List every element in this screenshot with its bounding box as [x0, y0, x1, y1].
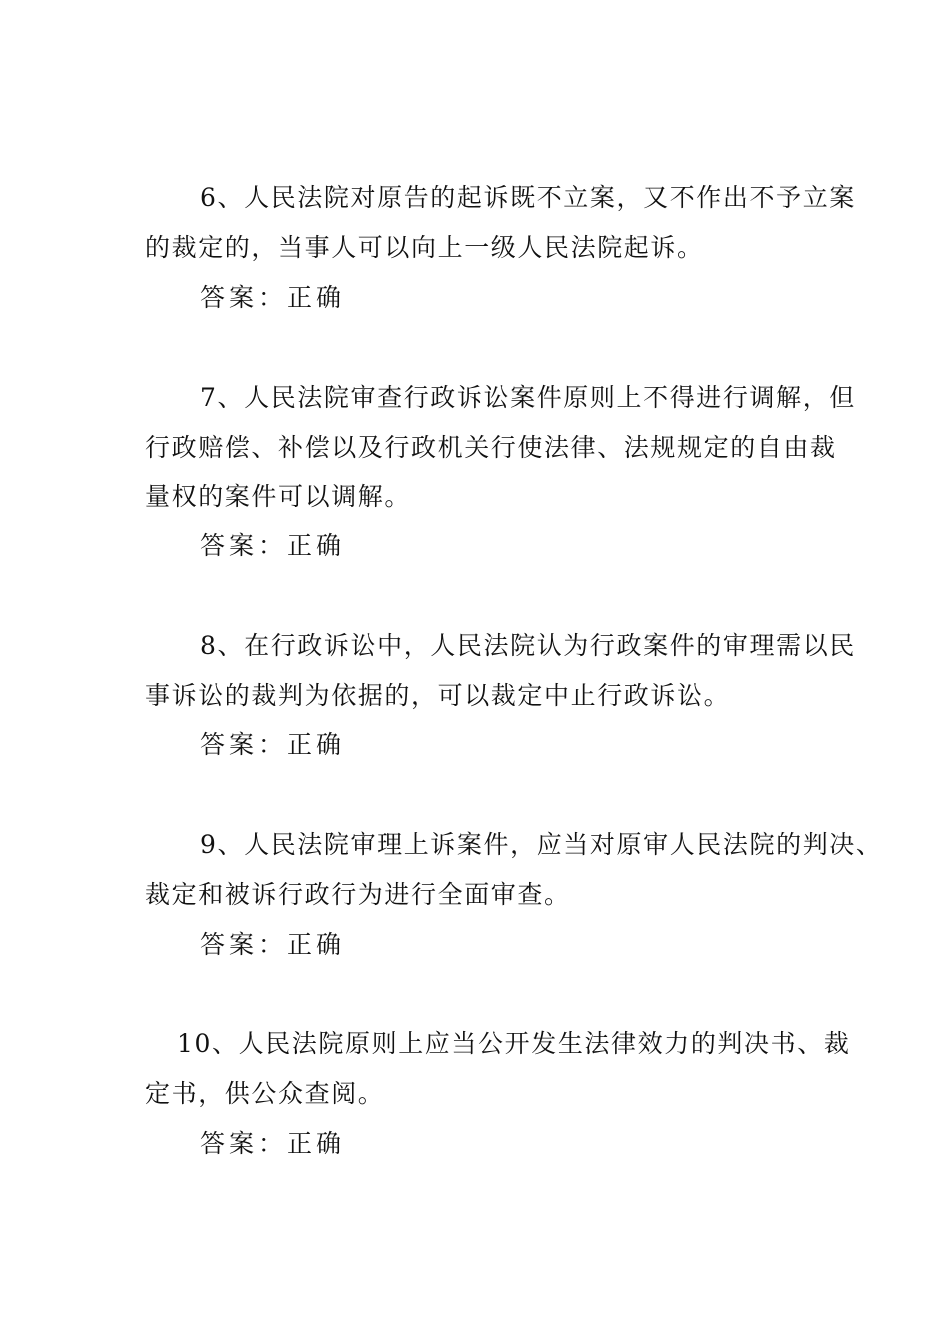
question-8-line-2: 事诉讼的裁判为依据的，可以裁定中止行政诉讼。 — [145, 681, 731, 710]
question-9-line-1: 9、人民法院审理上诉案件，应当对原审人民法院的判决、 — [200, 830, 883, 859]
question-7-line-1: 7、人民法院审查行政诉讼案件原则上不得进行调解，但 — [200, 383, 856, 412]
question-7-line-3: 量权的案件可以调解。 — [145, 482, 412, 511]
question-10-line-1: 10、人民法院原则上应当公开发生法律效力的判决书、裁 — [177, 1029, 851, 1058]
question-6-line-1: 6、人民法院对原告的起诉既不立案，又不作出不予立案 — [200, 183, 856, 212]
question-8-line-1: 8、在行政诉讼中，人民法院认为行政案件的审理需以民 — [200, 631, 856, 660]
question-7-line-2: 行政赔偿、补偿以及行政机关行使法律、法规规定的自由裁 — [145, 433, 837, 462]
question-6-line-2: 的裁定的，当事人可以向上一级人民法院起诉。 — [145, 233, 704, 262]
question-9-answer: 答案：正确 — [200, 930, 346, 959]
question-8-answer: 答案：正确 — [200, 730, 346, 759]
question-9-line-2: 裁定和被诉行政行为进行全面审查。 — [145, 880, 571, 909]
question-7-answer: 答案：正确 — [200, 531, 346, 560]
question-10-line-2: 定书，供公众查阅。 — [145, 1079, 385, 1108]
question-6-answer: 答案：正确 — [200, 283, 346, 312]
question-10-answer: 答案：正确 — [200, 1129, 346, 1158]
